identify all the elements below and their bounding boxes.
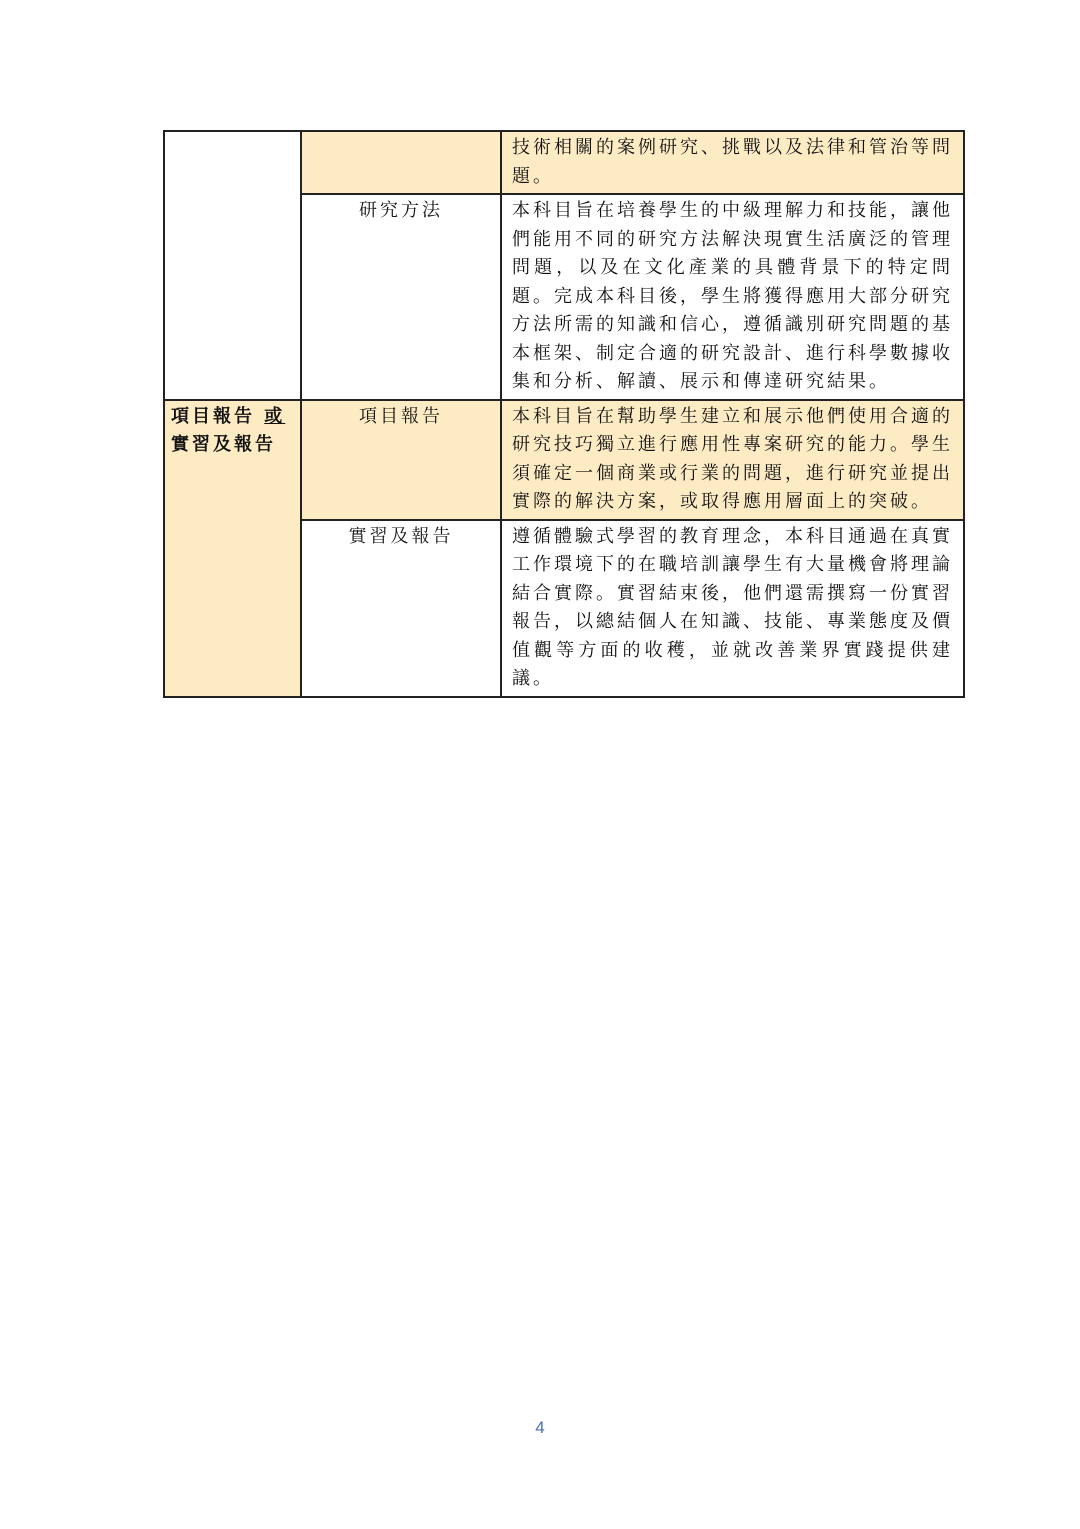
category-cell xyxy=(164,400,301,697)
category-label-or: 或 xyxy=(264,405,286,427)
curriculum-table xyxy=(163,130,965,698)
page-number: 4 xyxy=(535,1418,545,1437)
description-cell: 技術相關的案例研究、挑戰以及法律和管治等問題。 xyxy=(501,131,964,194)
table-row xyxy=(164,131,964,194)
category-cell-empty xyxy=(164,131,301,400)
subject-cell: 實習及報告 xyxy=(301,520,501,697)
category-label-part2: 實習及報告 xyxy=(171,434,276,455)
category-label-part1: 項目報告 xyxy=(171,405,255,427)
description-cell: 遵循體驗式學習的教育理念，本科目通過在真實工作環境下的在職培訓讓學生有大量機會將理論結合實際。實習結束後，他們還需撰寫一份實習報告，以總結個人在知識、技能、專業態度及價值觀等方面的收穫，並就改善業界實踐提供建議。 xyxy=(501,520,964,697)
table-row xyxy=(164,400,964,520)
description-cell: 本科目旨在幫助學生建立和展示他們使用合適的研究技巧獨立進行應用性專案研究的能力。學生須確定一個商業或行業的問題，進行研究並提出實際的解決方案，或取得應用層面上的突破。 xyxy=(501,400,964,520)
subject-cell: 項目報告 xyxy=(301,400,501,520)
subject-cell: 研究方法 xyxy=(301,194,501,400)
subject-cell xyxy=(301,131,501,194)
description-cell: 本科目旨在培養學生的中級理解力和技能，讓他們能用不同的研究方法解決現實生活廣泛的管理問題，以及在文化產業的具體背景下的特定問題。完成本科目後，學生將獲得應用大部分研究方法所需的知識和信心，遵循識別研究問題的基本框架、制定合適的研究設計、進行科學數據收集和分析、解讀、展示和傳達研究結果。 xyxy=(501,194,964,400)
